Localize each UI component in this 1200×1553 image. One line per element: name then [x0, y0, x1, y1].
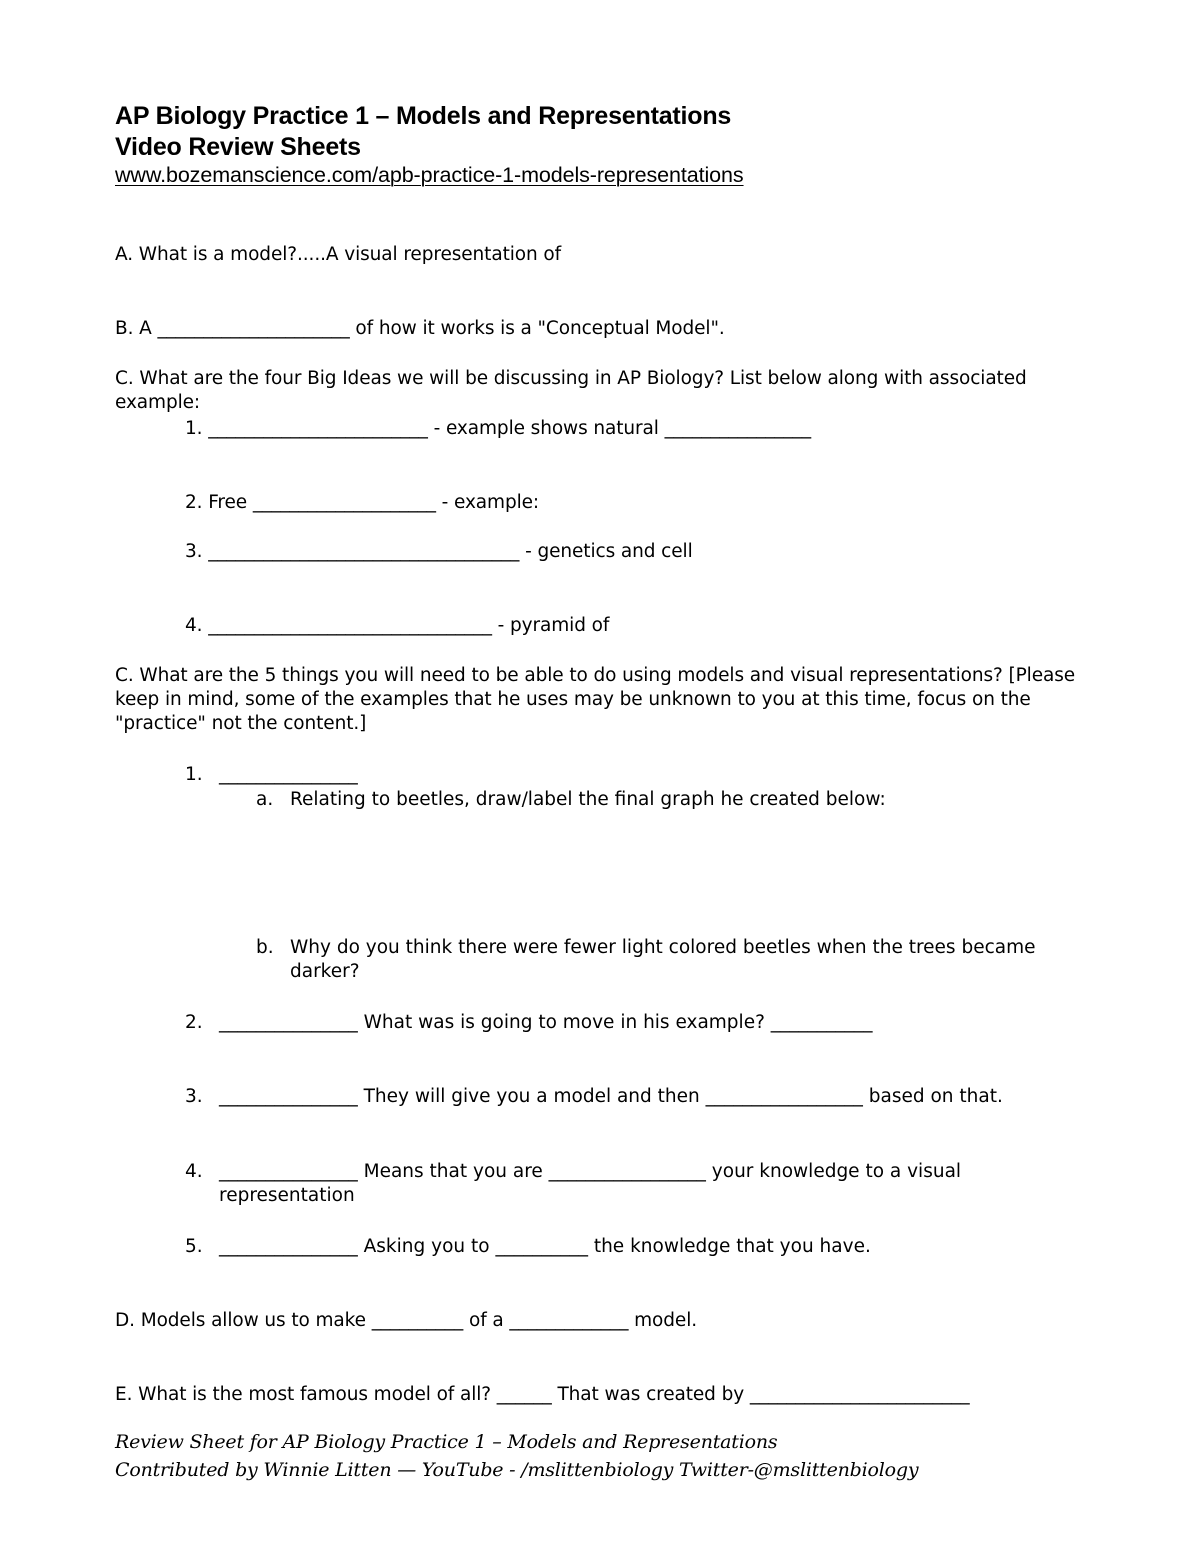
thing-1a-letter: a.: [256, 789, 274, 810]
thing-1b-prompt: Why do you think there were fewer light colored beetles when the trees became darker?: [290, 937, 1036, 982]
page-subtitle: Video Review Sheets: [115, 133, 361, 161]
thing-4-number: 4.: [185, 1161, 203, 1182]
big-idea-item-1: 1. ________________________ - example shows natural ________________: [185, 418, 812, 439]
footer-line-2: Contributed by Winnie Litten — YouTube - /mslittenbiology Twitter-@mslittenbiology: [115, 1459, 919, 1481]
thing-4-text: _______________ Means that you are _________________ your knowledge to a visual representation: [219, 1161, 962, 1206]
thing-3-number: 3.: [185, 1086, 203, 1107]
question-d: D. Models allow us to make __________ of a _____________ model.: [115, 1310, 698, 1331]
thing-2-number: 2.: [185, 1012, 203, 1033]
footer-line-1: Review Sheet for AP Biology Practice 1 – Models and Representations: [115, 1431, 778, 1453]
question-c-big-ideas: C. What are the four Big Ideas we will be discussing in AP Biology? List below along with associated example:: [115, 368, 1027, 413]
big-idea-item-4: 4. _______________________________ - pyramid of: [185, 615, 610, 636]
source-url-link[interactable]: www.bozemanscience.com/apb-practice-1-models-representations: [115, 163, 744, 187]
thing-5-text: _______________ Asking you to __________ the knowledge that you have.: [219, 1236, 871, 1257]
big-idea-item-2: 2. Free ____________________ - example:: [185, 492, 540, 513]
page-title: AP Biology Practice 1 – Models and Representations: [115, 102, 732, 130]
thing-1a-prompt: Relating to beetles, draw/label the final graph he created below:: [290, 789, 886, 810]
thing-2-text: _______________ What was is going to move in his example? ___________: [219, 1012, 873, 1033]
thing-1b-letter: b.: [256, 937, 274, 958]
thing-1-blank: _______________: [219, 764, 358, 785]
question-c-five-things: C. What are the 5 things you will need to be able to do using models and visual representations? [Please keep in mind, some of the examples that he uses may be unknown to you at this time, focus on the "practice" not the content.]: [115, 665, 1076, 734]
thing-5-number: 5.: [185, 1236, 203, 1257]
thing-3-text: _______________ They will give you a model and then _________________ based on that.: [219, 1086, 1003, 1107]
question-a: A. What is a model?.....A visual representation of: [115, 244, 562, 265]
thing-1-number: 1.: [185, 764, 203, 785]
question-e: E. What is the most famous model of all? ______ That was created by ________________________: [115, 1384, 970, 1405]
question-b: B. A _____________________ of how it works is a "Conceptual Model".: [115, 318, 725, 339]
big-idea-item-3: 3. __________________________________ - genetics and cell: [185, 541, 693, 562]
